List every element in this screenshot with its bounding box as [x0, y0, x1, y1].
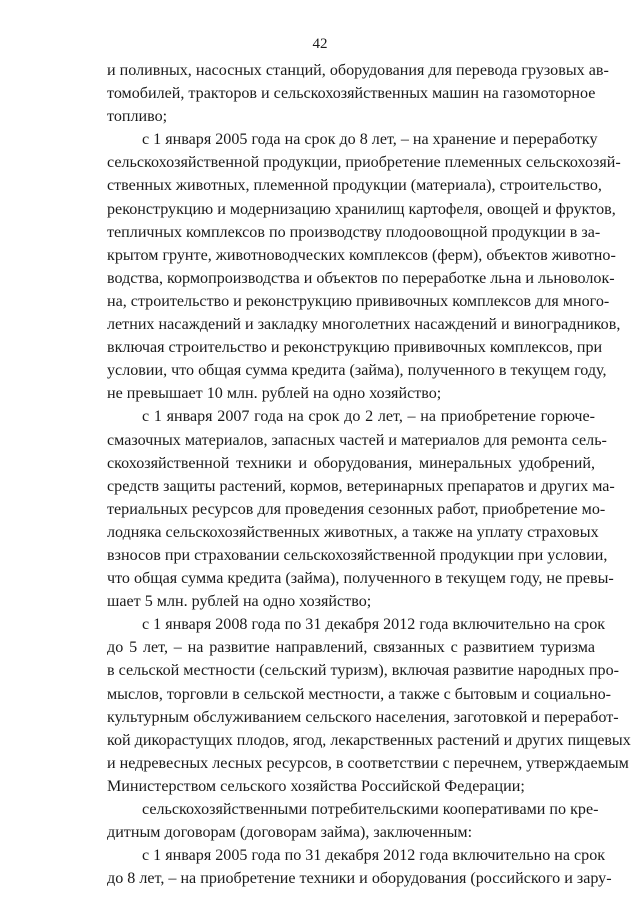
text-line: сельскохозяйственной продукции, приобретение племенных сельскохозяй-	[107, 154, 621, 172]
page-number: 42	[312, 36, 328, 52]
text-line: скохозяйственной техники и оборудования, минеральных удобрений,	[107, 454, 595, 472]
text-line: шает 5 млн. рублей на одно хозяйство;	[107, 593, 372, 611]
text-line: летних насаждений и закладку многолетних насаждений и виноградников,	[107, 316, 621, 334]
text-line: до 5 лет, – на развитие направлений, связанных с развитием туризма	[107, 639, 595, 657]
text-line: топливо;	[107, 108, 168, 126]
text-line: Министерством сельского хозяйства Российской Федерации;	[107, 777, 525, 795]
text-line: водства, кормопроизводства и объектов по переработке льна и льноволок-	[107, 269, 615, 287]
text-line: реконструкцию и модернизацию хранилищ картофеля, овощей и фруктов,	[107, 200, 616, 218]
text-line: включая строительство и реконструкцию прививочных комплексов, при	[107, 339, 603, 357]
text-line: условии, что общая сумма кредита (займа), полученного в текущем году,	[107, 362, 607, 380]
text-line: до 8 лет, – на приобретение техники и оборудования (российского и зару-	[107, 870, 612, 888]
text-line: с 1 января 2007 года на срок до 2 лет, – на приобретение горюче-	[142, 408, 595, 426]
text-line: кой дикорастущих плодов, ягод, лекарственных растений и других пищевых	[107, 731, 631, 749]
text-line: сельскохозяйственными потребительскими кооперативами по кре-	[142, 801, 599, 818]
text-line: взносов при страховании сельскохозяйственной продукции при условии,	[107, 546, 608, 564]
text-line: крытом грунте, животноводческих комплексов (ферм), объектов животно-	[107, 246, 616, 264]
text-line: на, строительство и реконструкцию прививочных комплексов для много-	[107, 292, 610, 310]
text-line: в сельской местности (сельский туризм), включая развитие народных про-	[107, 662, 619, 680]
text-line: с 1 января 2005 года на срок до 8 лет, – на хранение и переработку	[142, 131, 598, 149]
text-line: тепличных комплексов по производству плодоовощной продукции в за-	[107, 223, 601, 241]
text-line: смазочных материалов, запасных частей и материалов для ремонта сель-	[107, 431, 607, 449]
text-line: ственных животных, племенной продукции (материала), строительство,	[107, 177, 602, 195]
text-line: и недревесных лесных ресурсов, в соответствии с перечнем, утверждаемым	[107, 754, 629, 772]
text-line: не превышает 10 млн. рублей на одно хозяйство;	[107, 385, 442, 403]
text-line: культурным обслуживанием сельского населения, заготовкой и переработ-	[107, 708, 619, 726]
text-line: мыслов, торговли в сельской местности, а также с бытовым и социально-	[107, 685, 611, 703]
body-text	[107, 59, 631, 890]
text-line: средств защиты растений, кормов, ветеринарных препаратов и других ма-	[107, 477, 615, 495]
text-line: лодняка сельскохозяйственных животных, а также на уплату страховых	[107, 523, 599, 541]
text-line: томобилей, тракторов и сельскохозяйственных машин на газомоторное	[107, 85, 596, 103]
text-line: и поливных, насосных станций, оборудования для перевода грузовых ав-	[107, 62, 609, 79]
text-line: с 1 января 2008 года по 31 декабря 2012 года включительно на срок	[142, 616, 606, 634]
text-line: дитным договорам (договорам займа), заключенным:	[107, 824, 473, 842]
text-line: с 1 января 2005 года по 31 декабря 2012 года включительно на срок	[142, 847, 606, 865]
text-line: териальных ресурсов для проведения сезонных работ, приобретение мо-	[107, 500, 606, 518]
text-line: что общая сумма кредита (займа), полученного в текущем году, не превы-	[107, 570, 614, 588]
